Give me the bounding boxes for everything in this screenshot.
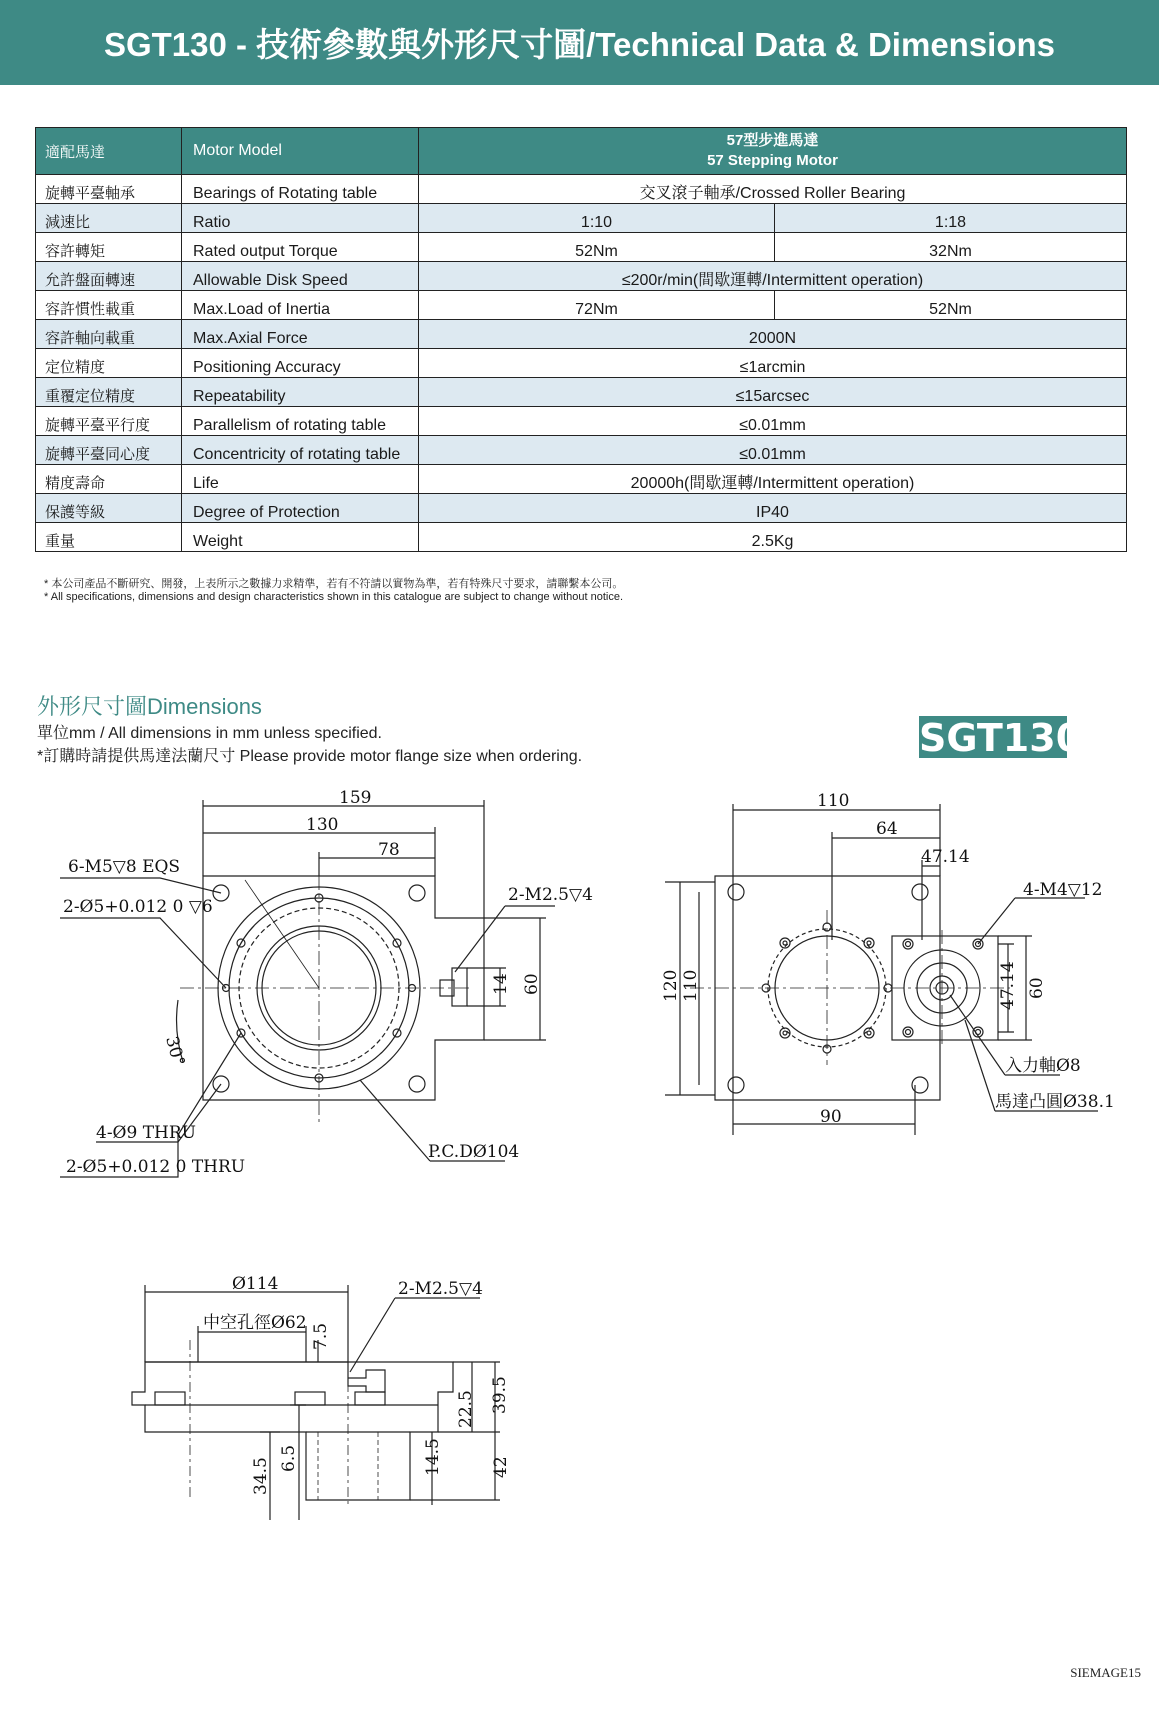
row-label-en: Life [182,465,419,494]
head-motor-en: 57 Stepping Motor [707,152,838,169]
row-label-zh: 重量 [36,523,182,552]
dim-47-14: 47.14 [921,847,970,867]
row-label-zh: 保護等級 [36,494,182,523]
page-footer: SIEMAGE15 [1070,1665,1141,1680]
row-value: ≤1arcmin [419,349,1127,378]
row-label-en: Max.Axial Force [182,320,419,349]
table-row [36,436,1127,465]
dim-47-14-vert: 47.14 [998,961,1018,1010]
row-label-zh: 精度壽命 [36,465,182,494]
label-holes-thru: 4-Ø9 THRU [96,1123,197,1143]
dimension-drawings [0,770,1159,1520]
row-value-1: 72Nm [419,291,775,320]
row-label-zh: 定位精度 [36,349,182,378]
page-header [0,0,1159,85]
table-row [36,204,1127,233]
row-value-1: 1:10 [419,204,775,233]
table-row [36,407,1127,436]
disclaimer-zh: * 本公司產品不斷研究、開發，上表所示之數據力求精準，若有不符請以實物為準，若有特殊尺寸要求，請聯繫本公司。 [44,578,624,590]
row-label-zh: 旋轉平臺軸承 [36,175,182,204]
dim-39-5: 39.5 [490,1376,510,1414]
head-motor-zh: 57型步進馬達 [726,132,819,149]
row-value: 2000N [419,320,1127,349]
row-value-2: 1:18 [775,204,1127,233]
row-value: ≤0.01mm [419,436,1127,465]
dim-14-5: 14.5 [423,1438,443,1476]
label-pin-thru: 2-Ø5+0.012 0 THRU [66,1157,246,1177]
row-label-zh: 容許慣性載重 [36,291,182,320]
row-label-zh: 容許軸向載重 [36,320,182,349]
unit-note: 單位mm / All dimensions in mm unless specified. [37,725,383,742]
order-note: *訂購時請提供馬達法蘭尺寸 Please provide motor flange size when ordering. [37,748,583,765]
label-input-shaft: 入力軸Ø8 [1005,1056,1081,1076]
front-view-drawing [132,1285,500,1520]
table-row [36,291,1127,320]
table-row [36,233,1127,262]
label-screw-m4: 4-M4▽12 [1023,880,1103,900]
row-value-1: 52Nm [419,233,775,262]
dim-d114: Ø114 [232,1274,279,1294]
dim-angle: 30° [161,1034,189,1069]
dim-42: 42 [491,1456,511,1478]
row-label-zh: 容許轉矩 [36,233,182,262]
row-value: 2.5Kg [419,523,1127,552]
head-en: Motor Model [182,128,419,175]
label-holes-m5: 6-M5▽8 EQS [68,857,181,877]
row-value: 交叉滾子軸承/Crossed Roller Bearing [419,175,1127,204]
model-badge: SGT130 [919,716,1083,760]
row-label-en: Parallelism of rotating table [182,407,419,436]
spec-table [35,127,1127,552]
dim-78: 78 [378,840,400,860]
row-value: ≤15arcsec [419,378,1127,407]
row-label-en: Repeatability [182,378,419,407]
dim-60: 60 [522,973,542,995]
head-motor [419,128,1127,175]
row-value: 20000h(間歇運轉/Intermittent operation) [419,465,1127,494]
table-row [36,320,1127,349]
table-row [36,262,1127,291]
row-label-zh: 減速比 [36,204,182,233]
label-hollow-bore: 中空孔徑Ø62 [203,1313,307,1333]
row-label-en: Allowable Disk Speed [182,262,419,291]
dim-90: 90 [820,1107,842,1127]
row-label-zh: 旋轉平臺平行度 [36,407,182,436]
label-pcd: P.C.DØ104 [428,1142,520,1162]
label-pin-top: 2-Ø5+0.012 0 ▽6 [63,897,213,917]
label-screw-m25-top: 2-M2.5▽4 [508,885,593,905]
dim-120: 120 [661,969,681,1002]
row-label-zh: 重覆定位精度 [36,378,182,407]
dim-159: 159 [339,788,372,808]
dim-110: 110 [817,791,850,811]
dim-60-vert: 60 [1027,977,1047,999]
dim-110-vert: 110 [681,969,701,1002]
dim-34-5: 34.5 [251,1457,271,1495]
table-row [36,378,1127,407]
table-row [36,465,1127,494]
table-row [36,494,1127,523]
side-view-drawing [665,804,1098,1135]
table-row [36,175,1127,204]
table-header-row [36,128,1127,175]
row-label-en: Ratio [182,204,419,233]
row-label-en: Degree of Protection [182,494,419,523]
row-value-2: 32Nm [775,233,1127,262]
row-label-zh: 允許盤面轉速 [36,262,182,291]
label-screw-m25-front: 2-M2.5▽4 [398,1279,483,1299]
dimensions-title: 外形尺寸圖Dimensions [37,694,262,719]
row-label-en: Bearings of Rotating table [182,175,419,204]
row-label-en: Weight [182,523,419,552]
dim-7-5: 7.5 [311,1322,331,1350]
label-motor-boss: 馬達凸圓Ø38.1 [995,1092,1115,1112]
row-label-en: Positioning Accuracy [182,349,419,378]
row-label-zh: 旋轉平臺同心度 [36,436,182,465]
dim-14: 14 [491,973,511,995]
dim-130: 130 [306,815,339,835]
row-label-en: Max.Load of Inertia [182,291,419,320]
row-value: ≤0.01mm [419,407,1127,436]
disclaimer-en: * All specifications, dimensions and design characteristics shown in this catalogue are subject to change without notice. [44,591,624,603]
dim-64: 64 [876,819,898,839]
row-value-2: 52Nm [775,291,1127,320]
head-zh: 適配馬達 [36,128,182,175]
row-label-en: Rated output Torque [182,233,419,262]
table-row [36,523,1127,552]
row-value: IP40 [419,494,1127,523]
row-label-en: Concentricity of rotating table [182,436,419,465]
row-value: ≤200r/min(間歇運轉/Intermittent operation) [419,262,1127,291]
page-title: SGT130 - 技術參數與外形尺寸圖/Technical Data & Dimensions [103,26,1056,63]
dim-6-5: 6.5 [279,1444,299,1472]
table-row [36,349,1127,378]
dim-22-5: 22.5 [456,1390,476,1428]
